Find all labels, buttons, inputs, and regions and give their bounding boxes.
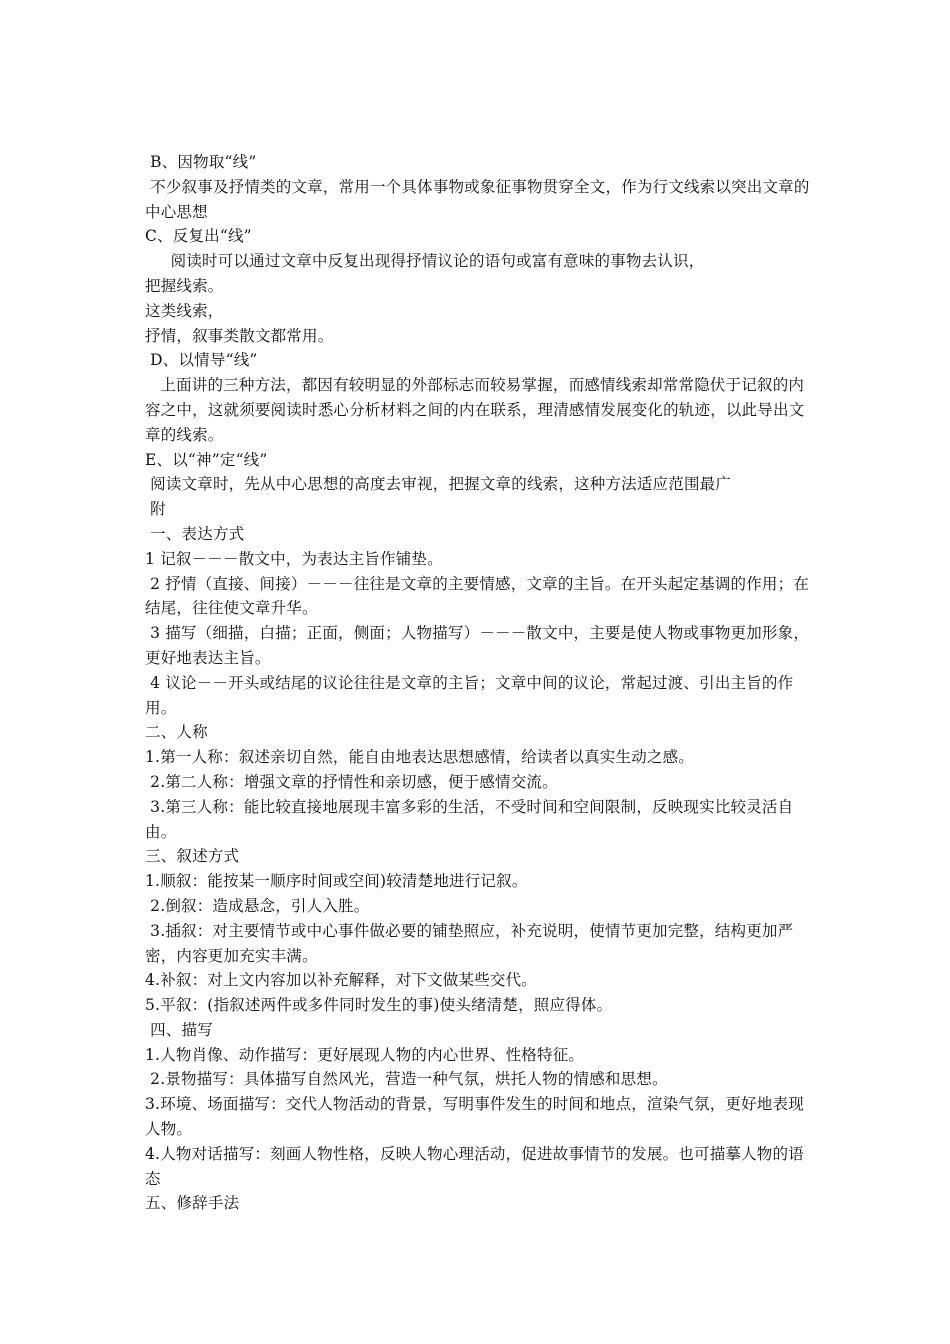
list-item: 2.第二人称：增强文章的抒情性和亲切感，便于感情交流。 — [145, 772, 558, 791]
document-body — [145, 150, 810, 1216]
list-item: 3.环境、场面描写：交代人物活动的背景，写明事件发生的时间和地点，渲染气氛，更好地表现人物。 — [145, 1095, 804, 1139]
section-heading-narration: 三、叙述方式 — [145, 847, 240, 866]
section-heading-description: 四、描写 — [145, 1020, 213, 1039]
section-heading-e: E、以“神”定“线” — [145, 450, 268, 469]
list-item: 4.补叙：对上文内容加以补充解释，对下文做某些交代。 — [145, 971, 537, 990]
section-heading-person: 二、人称 — [145, 723, 208, 742]
list-item: 1.人物肖像、动作描写：更好展现人物的内心世界、性格特征。 — [145, 1045, 585, 1064]
list-item: 3.插叙：对主要情节或中心事件做必要的铺垫照应，补充说明，使情节更加完整，结构更加严密，内容更加充实丰满。 — [145, 921, 794, 965]
list-item: 4 议论－－开头或结尾的议论往往是文章的主旨；文章中间的议论，常起过渡、引出主旨的作用。 — [145, 673, 794, 717]
list-item: 2.景物描写：具体描写自然风光，营造一种气氛，烘托人物的情感和思想。 — [145, 1070, 668, 1089]
paragraph-c-text-2: 把握线索。 — [145, 276, 224, 295]
list-item: 5.平叙：(指叙述两件或多件同时发生的事)使头绪清楚，照应得体。 — [145, 996, 613, 1015]
paragraph-d-text: 上面讲的三种方法，都因有较明显的外部标志而较易掌握，而感情线索却常常隐伏于记叙的内容之中，这就须要阅读时悉心分析材料之间的内在联系，理清感情发展变化的轨迹，以此导出文章的线索。 — [145, 376, 805, 444]
list-item: 1 记叙－－－散文中，为表达主旨作铺垫。 — [145, 549, 443, 568]
list-item: 1.第一人称：叙述亲切自然，能自由地表达思想感情，给读者以真实生动之感。 — [145, 748, 694, 767]
section-heading-c: C、反复出“线” — [145, 227, 252, 246]
section-heading-d: D、以情导“线” — [145, 351, 258, 370]
list-item: 2.倒叙：造成悬念，引人入胜。 — [145, 896, 370, 915]
list-item: 2 抒情（直接、间接）－－－往往是文章的主要情感，文章的主旨。在开头起定基调的作用；在结尾，往往使文章升华。 — [145, 574, 810, 618]
appendix-heading: 附 — [145, 500, 166, 519]
paragraph-c-text-3: 这类线索， — [145, 301, 224, 320]
list-item: 3 描写（细描，白描；正面，侧面；人物描写）－－－散文中，主要是使人物或事物更加形象，更好地表达主旨。 — [145, 624, 810, 667]
list-item: 1.顺叙：能按某一顺序时间或空间)较清楚地进行记叙。 — [145, 872, 528, 891]
paragraph-c-text-1: 阅读时可以通过文章中反复出现得抒情议论的语句或富有意味的事物去认识， — [145, 252, 705, 271]
paragraph-c-text-4: 抒情，叙事类散文都常用。 — [145, 326, 334, 345]
list-item: 4.人物对话描写：刻画人物性格，反映人物心理活动，促进故事情节的发展。也可描摹人物的语态 — [145, 1144, 804, 1188]
section-heading-rhetoric: 五、修辞手法 — [145, 1194, 240, 1213]
section-heading-expression: 一、表达方式 — [145, 524, 245, 543]
paragraph-e-text: 阅读文章时，先从中心思想的高度去审视，把握文章的线索，这种方法适应范围最广 — [145, 475, 732, 494]
paragraph-b-text: 不少叙事及抒情类的文章，常用一个具体事物或象征事物贯穿全文，作为行文线索以突出文章的中心思想 — [145, 177, 810, 221]
section-heading-b: B、因物取“线” — [145, 153, 257, 171]
list-item: 3.第三人称：能比较直接地展现丰富多彩的生活，不受时间和空间限制，反映现实比较灵活自由。 — [145, 797, 794, 841]
